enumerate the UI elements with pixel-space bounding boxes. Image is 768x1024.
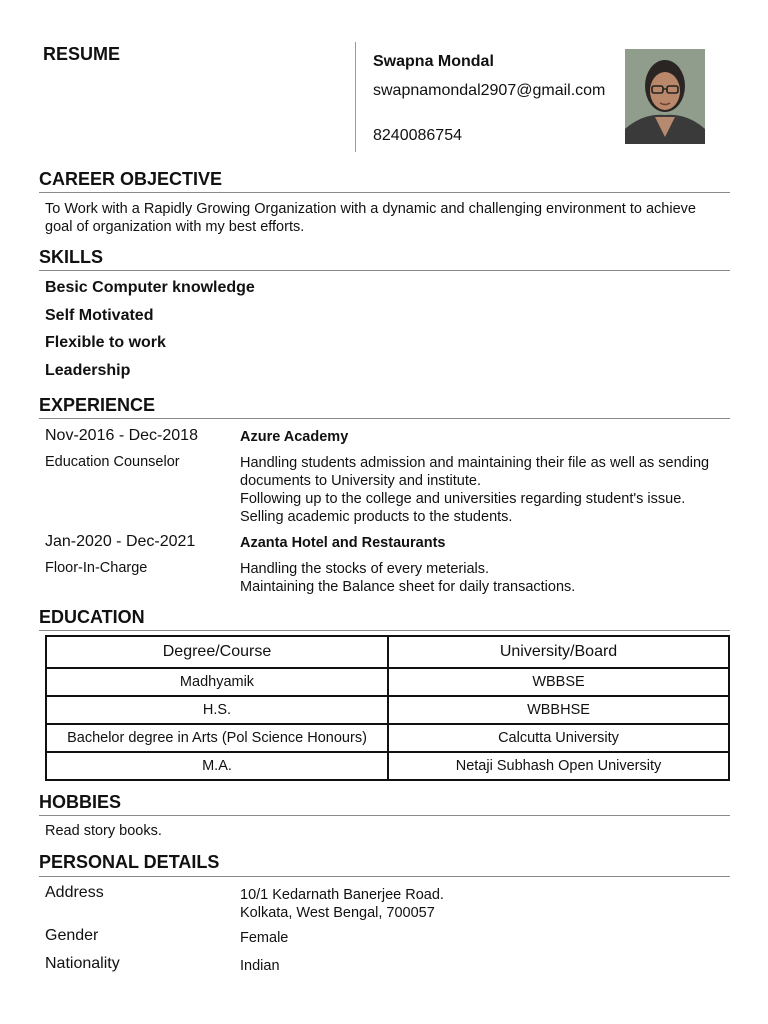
header-divider — [355, 42, 356, 152]
address-label: Address — [45, 884, 104, 901]
experience-organization: Azanta Hotel and Restaurants — [240, 535, 446, 551]
skill-item: Flexible to work — [45, 334, 166, 351]
table-row — [46, 724, 729, 752]
experience-dates: Nov-2016 - Dec-2018 — [45, 427, 198, 444]
hobbies-title: HOBBIES — [39, 792, 122, 812]
career-objective-title: CAREER OBJECTIVE — [39, 169, 223, 189]
career-objective-text: To Work with a Rapidly Growing Organization with a dynamic and challenging environment to achieve goal of organization with my best efforts. — [45, 201, 696, 235]
table-cell: WBBHSE — [388, 696, 729, 724]
table-row — [46, 668, 729, 696]
table-cell: H.S. — [46, 696, 388, 724]
column-header-university: University/Board — [388, 636, 729, 668]
education-table — [45, 635, 730, 781]
nationality-value: Indian — [240, 958, 280, 974]
skill-item: Leadership — [45, 362, 131, 379]
experience-dates: Jan-2020 - Dec-2021 — [45, 533, 196, 550]
candidate-phone: 8240086754 — [373, 127, 462, 144]
table-cell: Calcutta University — [388, 724, 729, 752]
skills-title: SKILLS — [39, 247, 104, 267]
experience-description-line: Selling academic products to the students. — [240, 509, 513, 525]
experience-description-line: Handling the stocks of every meterials. — [240, 561, 490, 577]
gender-label: Gender — [45, 927, 99, 944]
experience-rule — [39, 418, 730, 419]
skills-rule — [39, 270, 730, 271]
personal-details-rule — [39, 876, 730, 877]
skill-item: Self Motivated — [45, 307, 154, 324]
skill-item: Besic Computer knowledge — [45, 279, 255, 296]
experience-description-line: Following up to the college and universities regarding student's issue. — [240, 491, 686, 507]
candidate-email: swapnamondal2907@gmail.com — [373, 82, 606, 99]
column-header-degree: Degree/Course — [46, 636, 388, 668]
hobbies-text: Read story books. — [45, 823, 162, 839]
experience-description-line: Handling students admission and maintaining their file as well as sending documents to University and institute. — [240, 455, 710, 489]
table-cell: Madhyamik — [46, 668, 388, 696]
candidate-name: Swapna Mondal — [373, 53, 494, 70]
career-objective-rule — [39, 192, 730, 193]
profile-photo — [625, 49, 705, 144]
address-line-1: 10/1 Kedarnath Banerjee Road. — [240, 887, 444, 903]
experience-description-line: Maintaining the Balance sheet for daily transactions. — [240, 579, 576, 595]
profile-photo-image — [625, 49, 705, 144]
experience-role: Education Counselor — [45, 454, 180, 470]
table-cell: WBBSE — [388, 668, 729, 696]
table-row — [46, 696, 729, 724]
address-line-2: Kolkata, West Bengal, 700057 — [240, 905, 435, 921]
resume-label: RESUME — [43, 44, 121, 64]
education-title: EDUCATION — [39, 607, 145, 627]
table-cell: Netaji Subhash Open University — [388, 752, 729, 780]
table-header-row — [46, 636, 729, 668]
education-rule — [39, 630, 730, 631]
table-row — [46, 752, 729, 780]
hobbies-rule — [39, 815, 730, 816]
table-cell: Bachelor degree in Arts (Pol Science Honours) — [46, 724, 388, 752]
personal-details-title: PERSONAL DETAILS — [39, 852, 220, 872]
experience-title: EXPERIENCE — [39, 395, 156, 415]
nationality-label: Nationality — [45, 955, 120, 972]
gender-value: Female — [240, 930, 289, 946]
experience-organization: Azure Academy — [240, 429, 349, 445]
table-cell: M.A. — [46, 752, 388, 780]
experience-role: Floor-In-Charge — [45, 560, 148, 576]
